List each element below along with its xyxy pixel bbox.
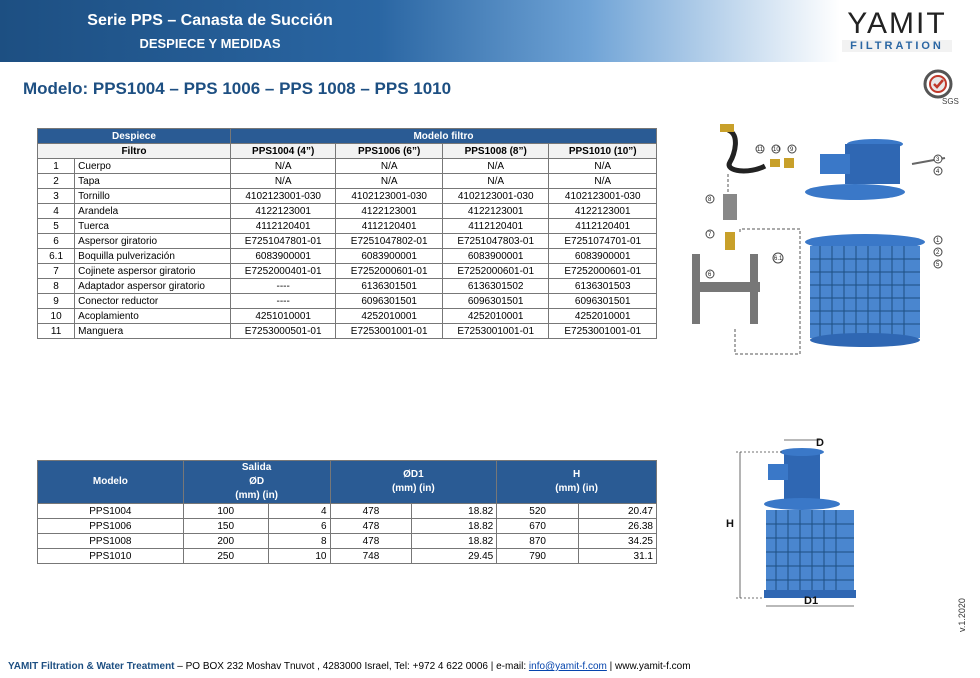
part-code: 6083900001	[442, 249, 549, 264]
part-code: 4102123001-030	[230, 189, 336, 204]
part-code: 6083900001	[336, 249, 443, 264]
dims-cell-model: PPS1010	[38, 549, 184, 564]
footer-web: | www.yamit-f.com	[606, 661, 691, 672]
part-number: 1	[38, 159, 75, 174]
part-code: N/A	[442, 174, 549, 189]
sgs-certification-icon	[916, 66, 962, 106]
dims-cell-d-mm: 250	[183, 549, 268, 564]
h-header-units: (mm) (in)	[555, 483, 598, 494]
dim-label-d: D	[816, 437, 824, 449]
footer	[8, 661, 691, 672]
part-name: Tornillo	[75, 189, 231, 204]
part-name: Cojinete aspersor giratorio	[75, 264, 231, 279]
part-code: 6096301501	[442, 294, 549, 309]
part-code: 4112120401	[230, 219, 336, 234]
parts-row	[38, 249, 657, 264]
part-number: 6	[38, 234, 75, 249]
dims-cell-h-in: 31.1	[579, 549, 657, 564]
header-subtitle: DESPIECE Y MEDIDAS	[139, 36, 281, 51]
filtro-label: Filtro	[38, 144, 231, 159]
dims-cell-d-in: 8	[268, 534, 330, 549]
part-code: 4112120401	[336, 219, 443, 234]
parts-row	[38, 159, 657, 174]
part-name: Manguera	[75, 324, 231, 339]
part-code: 6136301503	[549, 279, 657, 294]
outlet-drawing	[820, 154, 850, 174]
part-code: E7253001001-01	[549, 324, 657, 339]
dims-cell-h-mm: 790	[497, 549, 579, 564]
part-code: 6096301501	[336, 294, 443, 309]
parts-row	[38, 219, 657, 234]
parts-row	[38, 264, 657, 279]
callout-label: 4	[936, 169, 940, 175]
modelo-filtro-header: Modelo filtro	[230, 129, 656, 144]
part-number: 4	[38, 204, 75, 219]
outlet-drawing	[768, 464, 788, 480]
dims-cell-d1-in: 29.45	[412, 549, 497, 564]
part-number: 11	[38, 324, 75, 339]
d1-header-units: (mm) (in)	[391, 483, 435, 494]
part-code: 4252010001	[549, 309, 657, 324]
salida-header	[183, 461, 330, 504]
dims-row	[38, 549, 657, 564]
body-drawing	[845, 144, 900, 184]
parts-row	[38, 279, 657, 294]
logo-sub: FILTRATION	[842, 40, 952, 52]
coupling-drawing	[720, 124, 734, 132]
model-col-header: PPS1008 (8”)	[442, 144, 549, 159]
dims-cell-d1-mm: 748	[330, 549, 412, 564]
part-code: N/A	[336, 174, 443, 189]
yamit-logo	[842, 8, 952, 56]
part-number: 8	[38, 279, 75, 294]
part-code: 4122123001	[442, 204, 549, 219]
dims-cell-model: PPS1006	[38, 519, 184, 534]
part-name: Conector reductor	[75, 294, 231, 309]
part-code: 6096301501	[549, 294, 657, 309]
part-name: Tuerca	[75, 219, 231, 234]
dims-cell-d1-in: 18.82	[412, 504, 497, 519]
parts-row	[38, 204, 657, 219]
part-code: N/A	[230, 174, 336, 189]
footer-address: – PO BOX 232 Moshav Tnuvot , 4283000 Israel, Tel: +972 4 622 0006 | e-mail:	[174, 661, 529, 672]
dims-row	[38, 519, 657, 534]
model-col-header: PPS1006 (6”)	[336, 144, 443, 159]
part-code: 4102123001-030	[549, 189, 657, 204]
part-name: Acoplamiento	[75, 309, 231, 324]
fitting-drawing	[784, 158, 794, 168]
page-title: Modelo: PPS1004 – PPS 1006 – PPS 1008 – PPS 1010	[23, 79, 452, 98]
body-drawing	[784, 452, 820, 504]
part-code: E7251047803-01	[442, 234, 549, 249]
d1-header-line: ØD1	[403, 469, 424, 480]
dims-cell-d-mm: 200	[183, 534, 268, 549]
part-name: Arandela	[75, 204, 231, 219]
part-code: 4252010001	[442, 309, 549, 324]
sgs-label: SGS	[942, 97, 959, 106]
part-number: 7	[38, 264, 75, 279]
part-code: 6136301502	[442, 279, 549, 294]
model-col-header: PPS1010 (10”)	[549, 144, 657, 159]
part-code: 4122123001	[549, 204, 657, 219]
dims-cell-d1-in: 18.82	[412, 519, 497, 534]
dims-cell-h-mm: 520	[497, 504, 579, 519]
callout-label: 9	[790, 147, 794, 153]
dim-label-h: H	[726, 518, 734, 530]
part-code: 4112120401	[442, 219, 549, 234]
modelo-header: Modelo	[38, 461, 184, 504]
dims-cell-h-in: 34.25	[579, 534, 657, 549]
part-name: Boquilla pulverización	[75, 249, 231, 264]
part-code: E7253001001-01	[442, 324, 549, 339]
part-number: 3	[38, 189, 75, 204]
bearing-drawing	[725, 232, 735, 250]
part-code: E7253001001-01	[336, 324, 443, 339]
basket-bottom-drawing	[810, 333, 920, 347]
dims-cell-d1-in: 18.82	[412, 534, 497, 549]
parts-row	[38, 234, 657, 249]
part-name: Tapa	[75, 174, 231, 189]
dimension-drawing	[720, 432, 880, 612]
part-code: E7252000601-01	[442, 264, 549, 279]
d1-header	[330, 461, 497, 504]
version-label: v.1.2020	[957, 598, 967, 632]
dims-cell-d1-mm: 478	[330, 534, 412, 549]
parts-row	[38, 174, 657, 189]
part-code: E7253000501-01	[230, 324, 336, 339]
dims-cell-d-mm: 100	[183, 504, 268, 519]
dimensions-table	[37, 460, 657, 564]
part-name: Cuerpo	[75, 159, 231, 174]
part-code: ----	[230, 294, 336, 309]
part-code: E7252000401-01	[230, 264, 336, 279]
exploded-view-drawing	[680, 114, 970, 364]
parts-row	[38, 294, 657, 309]
sprayer-arm-drawing	[692, 254, 700, 324]
dims-cell-d-in: 10	[268, 549, 330, 564]
part-code: N/A	[549, 159, 657, 174]
footer-email-link[interactable]: info@yamit-f.com	[528, 661, 607, 672]
part-code: E7251047801-01	[230, 234, 336, 249]
part-number: 5	[38, 219, 75, 234]
part-code: E7252000601-01	[336, 264, 443, 279]
dims-row	[38, 504, 657, 519]
dims-cell-d-mm: 150	[183, 519, 268, 534]
dims-cell-d1-mm: 478	[330, 519, 412, 534]
part-code: N/A	[230, 159, 336, 174]
callout-label: 1	[936, 238, 940, 244]
part-code: E7251074701-01	[549, 234, 657, 249]
part-code: 4252010001	[336, 309, 443, 324]
salida-header-line: ØD	[249, 476, 265, 487]
sprayer-arm-drawing	[750, 254, 758, 324]
dims-cell-h-mm: 870	[497, 534, 579, 549]
callout-label: 2	[936, 250, 940, 256]
despiece-header: Despiece	[38, 129, 231, 144]
dim-label-d1: D1	[804, 595, 819, 607]
dims-cell-d1-mm: 478	[330, 504, 412, 519]
part-number: 10	[38, 309, 75, 324]
h-header-line: H	[572, 469, 581, 480]
salida-header-line: Salida	[241, 462, 272, 473]
part-number: 9	[38, 294, 75, 309]
flange-drawing	[780, 448, 824, 456]
dims-cell-model: PPS1008	[38, 534, 184, 549]
dims-cell-h-in: 20.47	[579, 504, 657, 519]
callout-label: 6.1	[774, 256, 783, 262]
logo-name: YAMIT	[847, 7, 947, 40]
part-code: 4112120401	[549, 219, 657, 234]
part-code: 4251010001	[230, 309, 336, 324]
parts-row	[38, 189, 657, 204]
part-code: 6136301501	[336, 279, 443, 294]
lid-drawing	[805, 184, 905, 200]
part-code: ----	[230, 279, 336, 294]
dims-cell-h-mm: 670	[497, 519, 579, 534]
callout-label: 11	[757, 147, 764, 153]
part-name: Aspersor giratorio	[75, 234, 231, 249]
dims-cell-d-in: 6	[268, 519, 330, 534]
dims-cell-model: PPS1004	[38, 504, 184, 519]
part-name: Adaptador aspersor giratorio	[75, 279, 231, 294]
part-code: 4102123001-030	[442, 189, 549, 204]
part-code: 4122123001	[336, 204, 443, 219]
callout-label: 6	[708, 272, 712, 278]
part-code: 4122123001	[230, 204, 336, 219]
model-col-header: PPS1004 (4”)	[230, 144, 336, 159]
part-code: 4102123001-030	[336, 189, 443, 204]
callout-label: 7	[708, 232, 712, 238]
lid-drawing	[764, 498, 840, 510]
parts-table	[37, 128, 657, 339]
footer-company: YAMIT Filtration & Water Treatment	[8, 661, 175, 672]
part-number: 2	[38, 174, 75, 189]
header-banner	[0, 0, 840, 62]
part-code: E7251047802-01	[336, 234, 443, 249]
part-code: N/A	[336, 159, 443, 174]
dims-cell-d-in: 4	[268, 504, 330, 519]
part-code: N/A	[549, 174, 657, 189]
adapter-drawing	[723, 194, 737, 220]
salida-header-units: (mm) (in)	[235, 490, 279, 501]
dims-cell-h-in: 26.38	[579, 519, 657, 534]
callout-label: 10	[773, 147, 780, 153]
part-number: 6.1	[38, 249, 75, 264]
fitting-drawing	[770, 159, 780, 167]
header-title: Serie PPS – Canasta de Succión	[87, 12, 333, 29]
parts-row	[38, 309, 657, 324]
part-code: 6083900001	[549, 249, 657, 264]
callout-label: 5	[936, 262, 940, 268]
part-code: E7252000601-01	[549, 264, 657, 279]
part-code: N/A	[442, 159, 549, 174]
dims-row	[38, 534, 657, 549]
h-header	[497, 461, 657, 504]
part-code: 6083900001	[230, 249, 336, 264]
parts-row	[38, 324, 657, 339]
callout-label: 8	[708, 197, 712, 203]
callout-label: 3	[936, 157, 940, 163]
